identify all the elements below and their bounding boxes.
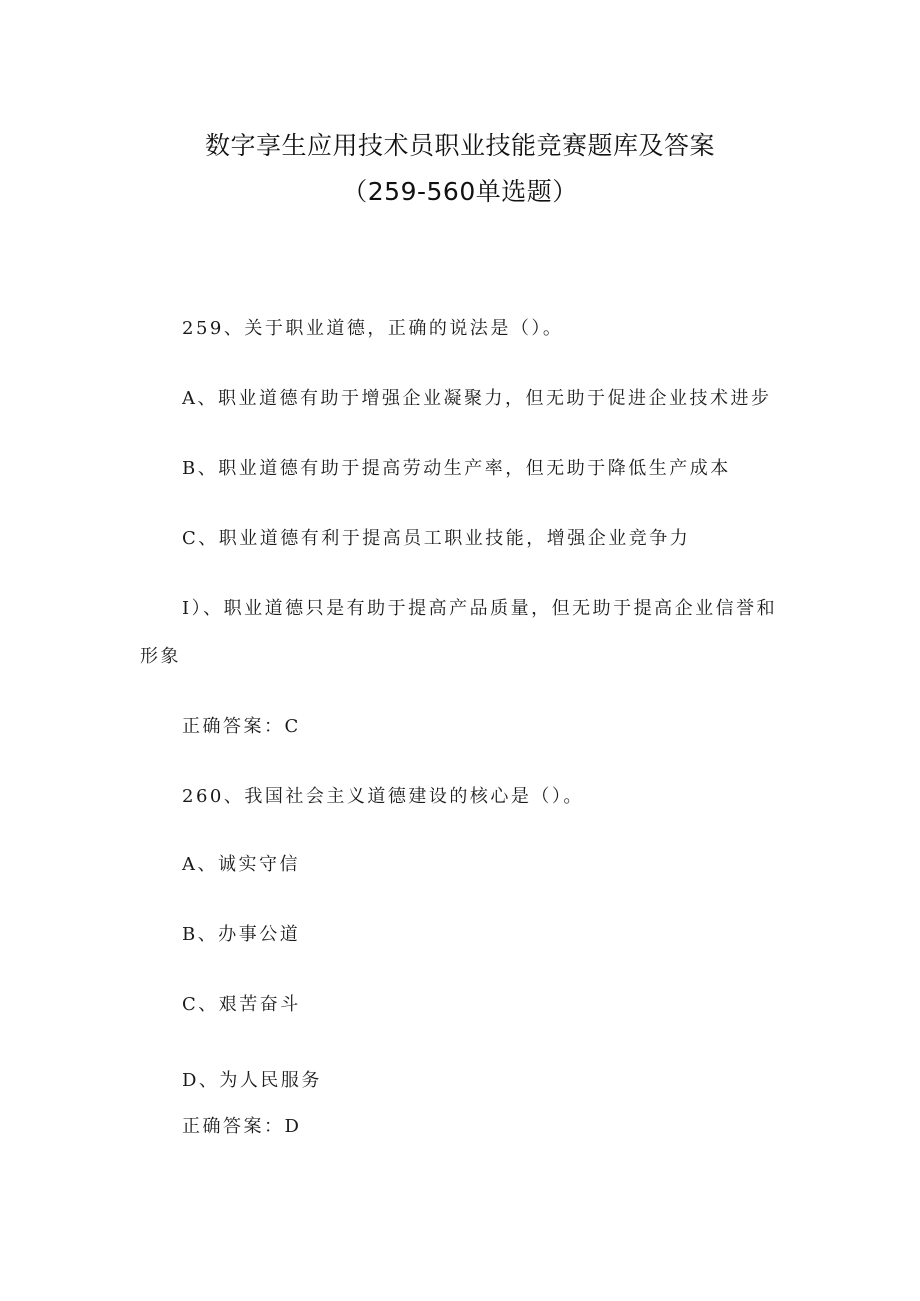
option-b: B、办事公道 [182, 924, 301, 945]
document-subtitle: （259-560单选题） [342, 177, 578, 206]
correct-answer: 正确答案：D [182, 1116, 302, 1137]
option-c: C、职业道德有利于提高员工职业技能，增强企业竞争力 [182, 528, 691, 549]
option-a: A、诚实守信 [182, 854, 300, 875]
option-d-continued: 形象 [140, 646, 181, 667]
option-d: D、为人民服务 [182, 1070, 322, 1091]
document-title: 数字享生应用技术员职业技能竞赛题库及答案 [204, 131, 715, 160]
option-b: B、职业道德有助于提高劳动生产率，但无助于降低生产成本 [182, 458, 731, 479]
option-c: C、艰苦奋斗 [182, 994, 301, 1015]
question-stem: 259、关于职业道德，正确的说法是（）。 [182, 318, 564, 339]
question-stem: 260、我国社会主义道德建设的核心是（）。 [182, 786, 584, 807]
option-d: I）、职业道德只是有助于提高产品质量，但无助于提高企业信誉和 [182, 598, 778, 619]
option-a: A、职业道德有助于增强企业凝聚力，但无助于促进企业技术进步 [182, 388, 772, 409]
correct-answer: 正确答案：C [182, 716, 301, 737]
